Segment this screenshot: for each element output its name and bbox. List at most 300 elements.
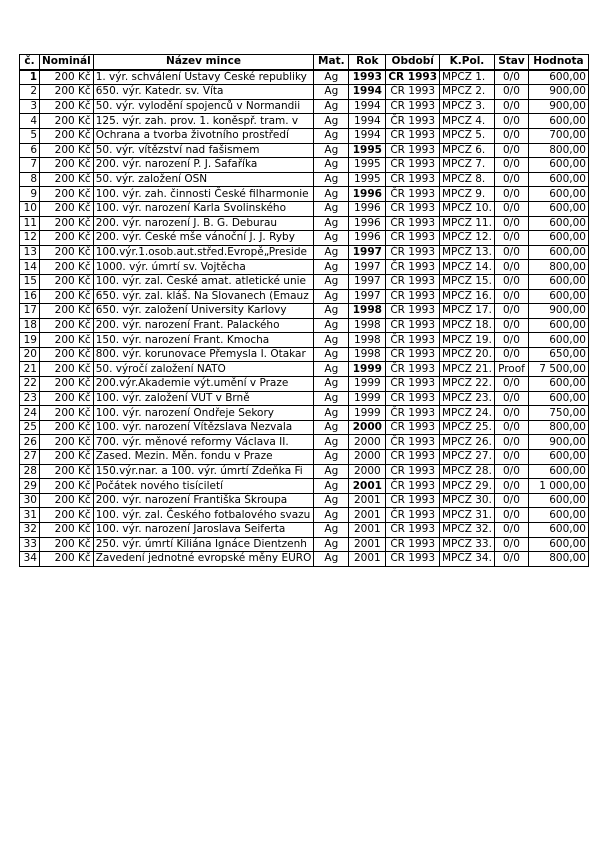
cell-value: 900,00 (528, 435, 588, 450)
cell-period: ČR 1993 (386, 318, 440, 333)
cell-coin-name: 100. výr. založení VUT v Brně (93, 391, 314, 406)
cell-nominal: 200 Kč (40, 347, 94, 362)
cell-value: 600,00 (528, 114, 588, 129)
cell-catalog-number: MPCZ 19. (440, 333, 495, 348)
cell-year: 2001 (349, 493, 386, 508)
cell-nominal: 200 Kč (40, 201, 94, 216)
cell-condition: 0/0 (494, 99, 528, 114)
cell-row-number: 22 (20, 377, 40, 392)
cell-row-number: 33 (20, 537, 40, 552)
cell-coin-name: 100. výr. narození Karla Svolinského (93, 201, 314, 216)
col-header-period: Období (386, 55, 440, 70)
cell-catalog-number: MPCZ 20. (440, 347, 495, 362)
cell-condition: 0/0 (494, 274, 528, 289)
table-row (20, 347, 589, 362)
cell-period: ČR 1993 (386, 450, 440, 465)
cell-row-number: 31 (20, 508, 40, 523)
cell-material: Ag (314, 99, 349, 114)
cell-value: 600,00 (528, 464, 588, 479)
cell-nominal: 200 Kč (40, 523, 94, 538)
cell-year: 1997 (349, 245, 386, 260)
cell-material: Ag (314, 187, 349, 202)
cell-value: 600,00 (528, 537, 588, 552)
table-row (20, 158, 589, 173)
cell-row-number: 8 (20, 172, 40, 187)
cell-nominal: 200 Kč (40, 318, 94, 333)
cell-period: ČR 1993 (386, 274, 440, 289)
cell-coin-name: Počátek nového tisíciletí (93, 479, 314, 494)
cell-condition: 0/0 (494, 289, 528, 304)
cell-condition: 0/0 (494, 406, 528, 421)
cell-row-number: 34 (20, 552, 40, 567)
cell-material: Ag (314, 201, 349, 216)
cell-year: 2001 (349, 537, 386, 552)
cell-material: Ag (314, 479, 349, 494)
cell-condition: 0/0 (494, 187, 528, 202)
cell-year: 2001 (349, 479, 386, 494)
cell-year: 1994 (349, 128, 386, 143)
cell-value: 750,00 (528, 406, 588, 421)
table-row (20, 464, 589, 479)
cell-period: ČR 1993 (386, 523, 440, 538)
cell-value: 600,00 (528, 493, 588, 508)
cell-nominal: 200 Kč (40, 552, 94, 567)
cell-row-number: 5 (20, 128, 40, 143)
table-row (20, 377, 589, 392)
cell-nominal: 200 Kč (40, 114, 94, 129)
cell-nominal: 200 Kč (40, 391, 94, 406)
cell-row-number: 13 (20, 245, 40, 260)
coin-table (19, 54, 589, 567)
cell-nominal: 200 Kč (40, 406, 94, 421)
cell-catalog-number: MPCZ 26. (440, 435, 495, 450)
cell-row-number: 16 (20, 289, 40, 304)
cell-material: Ag (314, 464, 349, 479)
cell-value: 650,00 (528, 347, 588, 362)
cell-nominal: 200 Kč (40, 537, 94, 552)
col-header-number: č. (20, 55, 40, 70)
cell-coin-name: 200.výr.Akademie výt.umění v Praze (93, 377, 314, 392)
cell-value: 600,00 (528, 172, 588, 187)
cell-condition: 0/0 (494, 70, 528, 85)
cell-catalog-number: MPCZ 4. (440, 114, 495, 129)
cell-nominal: 200 Kč (40, 435, 94, 450)
cell-catalog-number: MPCZ 28. (440, 464, 495, 479)
cell-year: 2001 (349, 523, 386, 538)
table-row (20, 289, 589, 304)
cell-condition: 0/0 (494, 523, 528, 538)
cell-value: 900,00 (528, 99, 588, 114)
cell-row-number: 6 (20, 143, 40, 158)
cell-nominal: 200 Kč (40, 245, 94, 260)
cell-row-number: 2 (20, 85, 40, 100)
table-row (20, 508, 589, 523)
cell-coin-name: 650. výr. zal. kláš. Na Slovanech (Emauz (93, 289, 314, 304)
cell-nominal: 200 Kč (40, 493, 94, 508)
cell-catalog-number: MPCZ 3. (440, 99, 495, 114)
cell-nominal: 200 Kč (40, 158, 94, 173)
cell-nominal: 200 Kč (40, 508, 94, 523)
col-header-coin-name: Název mince (93, 55, 314, 70)
table-row (20, 406, 589, 421)
cell-material: Ag (314, 537, 349, 552)
cell-row-number: 29 (20, 479, 40, 494)
cell-catalog-number: MPCZ 5. (440, 128, 495, 143)
cell-material: Ag (314, 523, 349, 538)
cell-year: 2001 (349, 552, 386, 567)
cell-value: 900,00 (528, 304, 588, 319)
cell-value: 800,00 (528, 420, 588, 435)
cell-material: Ag (314, 493, 349, 508)
cell-coin-name: 50. výročí založení NATO (93, 362, 314, 377)
cell-row-number: 10 (20, 201, 40, 216)
cell-period: ČR 1993 (386, 493, 440, 508)
table-row (20, 128, 589, 143)
cell-condition: 0/0 (494, 552, 528, 567)
cell-material: Ag (314, 347, 349, 362)
cell-nominal: 200 Kč (40, 231, 94, 246)
cell-period: ČR 1993 (386, 552, 440, 567)
cell-nominal: 200 Kč (40, 85, 94, 100)
cell-material: Ag (314, 70, 349, 85)
cell-material: Ag (314, 289, 349, 304)
table-row (20, 493, 589, 508)
cell-catalog-number: MPCZ 30. (440, 493, 495, 508)
cell-value: 800,00 (528, 552, 588, 567)
cell-year: 1998 (349, 347, 386, 362)
cell-condition: 0/0 (494, 508, 528, 523)
cell-nominal: 200 Kč (40, 143, 94, 158)
cell-year: 1994 (349, 85, 386, 100)
cell-condition: 0/0 (494, 158, 528, 173)
cell-coin-name: 50. výr. založení OSN (93, 172, 314, 187)
table-row (20, 70, 589, 85)
cell-row-number: 1 (20, 70, 40, 85)
cell-period: ČR 1993 (386, 347, 440, 362)
cell-year: 2001 (349, 508, 386, 523)
table-row (20, 333, 589, 348)
cell-material: Ag (314, 245, 349, 260)
cell-nominal: 200 Kč (40, 128, 94, 143)
cell-material: Ag (314, 377, 349, 392)
cell-catalog-number: MPCZ 27. (440, 450, 495, 465)
cell-condition: 0/0 (494, 216, 528, 231)
cell-nominal: 200 Kč (40, 333, 94, 348)
cell-coin-name: 50. výr. vítězství nad fašismem (93, 143, 314, 158)
cell-coin-name: 1000. výr. úmrtí sv. Vojtěcha (93, 260, 314, 275)
cell-row-number: 18 (20, 318, 40, 333)
cell-coin-name: 125. výr. zah. prov. 1. koněspř. tram. v (93, 114, 314, 129)
col-header-condition: Stav (494, 55, 528, 70)
table-row (20, 479, 589, 494)
cell-material: Ag (314, 391, 349, 406)
cell-nominal: 200 Kč (40, 289, 94, 304)
cell-row-number: 28 (20, 464, 40, 479)
cell-value: 600,00 (528, 391, 588, 406)
cell-period: ČR 1993 (386, 187, 440, 202)
cell-period: ČR 1993 (386, 231, 440, 246)
cell-catalog-number: MPCZ 32. (440, 523, 495, 538)
cell-condition: 0/0 (494, 231, 528, 246)
cell-material: Ag (314, 420, 349, 435)
cell-period: ČR 1993 (386, 128, 440, 143)
cell-coin-name: Zased. Mezin. Měn. fondu v Praze (93, 450, 314, 465)
cell-catalog-number: MPCZ 11. (440, 216, 495, 231)
cell-material: Ag (314, 508, 349, 523)
cell-material: Ag (314, 231, 349, 246)
cell-nominal: 200 Kč (40, 479, 94, 494)
cell-coin-name: 650. výr. založení University Karlovy (93, 304, 314, 319)
cell-catalog-number: MPCZ 7. (440, 158, 495, 173)
cell-catalog-number: MPCZ 13. (440, 245, 495, 260)
cell-material: Ag (314, 158, 349, 173)
cell-material: Ag (314, 216, 349, 231)
cell-period: ČR 1993 (386, 201, 440, 216)
cell-row-number: 27 (20, 450, 40, 465)
cell-coin-name: 200. výr. narození Františka Škroupa (93, 493, 314, 508)
cell-period: ČR 1993 (386, 216, 440, 231)
cell-condition: 0/0 (494, 304, 528, 319)
cell-period: ČR 1993 (386, 362, 440, 377)
cell-year: 1996 (349, 187, 386, 202)
table-row (20, 85, 589, 100)
header-row (20, 55, 589, 70)
table-row (20, 318, 589, 333)
cell-nominal: 200 Kč (40, 420, 94, 435)
cell-value: 600,00 (528, 523, 588, 538)
cell-coin-name: 100. výr. zah. činnosti České filharmonie (93, 187, 314, 202)
cell-year: 1998 (349, 333, 386, 348)
cell-period: ČR 1993 (386, 377, 440, 392)
cell-condition: 0/0 (494, 143, 528, 158)
cell-period: ČR 1993 (386, 391, 440, 406)
cell-row-number: 9 (20, 187, 40, 202)
cell-value: 800,00 (528, 143, 588, 158)
cell-year: 1997 (349, 274, 386, 289)
cell-value: 800,00 (528, 260, 588, 275)
cell-value: 600,00 (528, 201, 588, 216)
cell-value: 600,00 (528, 158, 588, 173)
cell-coin-name: 100. výr. narození Jaroslava Seiferta (93, 523, 314, 538)
cell-material: Ag (314, 143, 349, 158)
table-row (20, 143, 589, 158)
col-header-nominal: Nominál (40, 55, 94, 70)
cell-coin-name: 50. výr. vylodění spojenců v Normandii (93, 99, 314, 114)
cell-coin-name: Zavedení jednotné evropské měny EURO (93, 552, 314, 567)
cell-nominal: 200 Kč (40, 362, 94, 377)
cell-value: 600,00 (528, 245, 588, 260)
cell-material: Ag (314, 318, 349, 333)
cell-catalog-number: MPCZ 18. (440, 318, 495, 333)
cell-condition: 0/0 (494, 333, 528, 348)
cell-condition: 0/0 (494, 347, 528, 362)
cell-value: 600,00 (528, 216, 588, 231)
cell-period: ČR 1993 (386, 479, 440, 494)
cell-catalog-number: MPCZ 1. (440, 70, 495, 85)
cell-row-number: 26 (20, 435, 40, 450)
cell-year: 1994 (349, 99, 386, 114)
cell-year: 1993 (349, 70, 386, 85)
cell-coin-name: 250. výr. úmrtí Kiliána Ignáce Dientzenh (93, 537, 314, 552)
cell-value: 600,00 (528, 333, 588, 348)
cell-period: ČR 1993 (386, 85, 440, 100)
cell-catalog-number: MPCZ 16. (440, 289, 495, 304)
cell-row-number: 11 (20, 216, 40, 231)
cell-period: ČR 1993 (386, 114, 440, 129)
cell-condition: 0/0 (494, 450, 528, 465)
cell-catalog-number: MPCZ 6. (440, 143, 495, 158)
cell-nominal: 200 Kč (40, 70, 94, 85)
cell-condition: 0/0 (494, 201, 528, 216)
cell-coin-name: 800. výr. korunovace Přemysla I. Otakar (93, 347, 314, 362)
cell-coin-name: 200. výr. České mše vánoční J. J. Ryby (93, 231, 314, 246)
cell-catalog-number: MPCZ 24. (440, 406, 495, 421)
cell-catalog-number: MPCZ 21. (440, 362, 495, 377)
cell-period: ČR 1993 (386, 99, 440, 114)
cell-period: ČR 1993 (386, 333, 440, 348)
cell-material: Ag (314, 260, 349, 275)
cell-row-number: 14 (20, 260, 40, 275)
cell-year: 1999 (349, 391, 386, 406)
table-row (20, 216, 589, 231)
table-row (20, 304, 589, 319)
cell-value: 600,00 (528, 231, 588, 246)
cell-period: ČR 1993 (386, 464, 440, 479)
cell-condition: 0/0 (494, 391, 528, 406)
cell-value: 600,00 (528, 70, 588, 85)
cell-nominal: 200 Kč (40, 187, 94, 202)
cell-material: Ag (314, 406, 349, 421)
cell-condition: 0/0 (494, 114, 528, 129)
cell-row-number: 25 (20, 420, 40, 435)
cell-coin-name: 100. výr. narození Vítězslava Nezvala (93, 420, 314, 435)
cell-coin-name: 100. výr. zal. České amat. atletické unie (93, 274, 314, 289)
table-row (20, 435, 589, 450)
cell-coin-name: 650. výr. Katedr. sv. Víta (93, 85, 314, 100)
cell-coin-name: 150. výr. narození Frant. Kmocha (93, 333, 314, 348)
cell-value: 700,00 (528, 128, 588, 143)
cell-coin-name: 200. výr. narození J. B. G. Deburau (93, 216, 314, 231)
cell-year: 2000 (349, 464, 386, 479)
cell-coin-name: 100. výr. narození Ondřeje Sekory (93, 406, 314, 421)
table-row (20, 537, 589, 552)
cell-material: Ag (314, 450, 349, 465)
cell-year: 1997 (349, 260, 386, 275)
cell-material: Ag (314, 333, 349, 348)
cell-catalog-number: MPCZ 22. (440, 377, 495, 392)
cell-catalog-number: MPCZ 8. (440, 172, 495, 187)
cell-catalog-number: MPCZ 31. (440, 508, 495, 523)
table-row (20, 231, 589, 246)
cell-year: 2000 (349, 420, 386, 435)
cell-nominal: 200 Kč (40, 377, 94, 392)
cell-condition: 0/0 (494, 260, 528, 275)
cell-period: ČR 1993 (386, 245, 440, 260)
cell-coin-name: 200. výr. narození Frant. Palackého (93, 318, 314, 333)
cell-row-number: 7 (20, 158, 40, 173)
cell-condition: 0/0 (494, 537, 528, 552)
cell-row-number: 19 (20, 333, 40, 348)
cell-value: 900,00 (528, 85, 588, 100)
table-row (20, 420, 589, 435)
cell-period: ČR 1993 (386, 435, 440, 450)
cell-row-number: 3 (20, 99, 40, 114)
cell-value: 600,00 (528, 377, 588, 392)
cell-value: 600,00 (528, 187, 588, 202)
cell-coin-name: 200. výr. narození P. J. Šafaříka (93, 158, 314, 173)
cell-row-number: 24 (20, 406, 40, 421)
cell-value: 600,00 (528, 289, 588, 304)
table-row (20, 362, 589, 377)
cell-condition: Proof (494, 362, 528, 377)
cell-value: 600,00 (528, 450, 588, 465)
cell-condition: 0/0 (494, 128, 528, 143)
table-row (20, 201, 589, 216)
table-row (20, 523, 589, 538)
cell-period: ČR 1993 (386, 537, 440, 552)
cell-catalog-number: MPCZ 29. (440, 479, 495, 494)
cell-nominal: 200 Kč (40, 99, 94, 114)
cell-year: 1999 (349, 406, 386, 421)
table-row (20, 114, 589, 129)
cell-period: ČR 1993 (386, 172, 440, 187)
cell-material: Ag (314, 172, 349, 187)
table-row (20, 187, 589, 202)
cell-row-number: 20 (20, 347, 40, 362)
cell-material: Ag (314, 304, 349, 319)
cell-catalog-number: MPCZ 14. (440, 260, 495, 275)
cell-row-number: 17 (20, 304, 40, 319)
cell-year: 1995 (349, 172, 386, 187)
cell-catalog-number: MPCZ 9. (440, 187, 495, 202)
cell-year: 1999 (349, 377, 386, 392)
cell-material: Ag (314, 435, 349, 450)
cell-year: 1996 (349, 231, 386, 246)
cell-period: ČR 1993 (386, 260, 440, 275)
cell-year: 1996 (349, 201, 386, 216)
cell-nominal: 200 Kč (40, 274, 94, 289)
cell-catalog-number: MPCZ 10. (440, 201, 495, 216)
cell-row-number: 30 (20, 493, 40, 508)
cell-row-number: 32 (20, 523, 40, 538)
cell-nominal: 200 Kč (40, 304, 94, 319)
col-header-year: Rok (349, 55, 386, 70)
cell-year: 2000 (349, 450, 386, 465)
cell-condition: 0/0 (494, 435, 528, 450)
cell-condition: 0/0 (494, 245, 528, 260)
cell-period: ČR 1993 (386, 289, 440, 304)
cell-year: 1997 (349, 289, 386, 304)
cell-year: 1996 (349, 216, 386, 231)
cell-row-number: 23 (20, 391, 40, 406)
table-row (20, 245, 589, 260)
cell-material: Ag (314, 552, 349, 567)
cell-row-number: 15 (20, 274, 40, 289)
cell-coin-name: 700. výr. měnové reformy Václava II. (93, 435, 314, 450)
cell-material: Ag (314, 362, 349, 377)
cell-year: 1994 (349, 114, 386, 129)
cell-condition: 0/0 (494, 318, 528, 333)
cell-coin-name: 100.výr.1.osob.aut.střed.Evropě„Preside (93, 245, 314, 260)
cell-nominal: 200 Kč (40, 464, 94, 479)
cell-value: 600,00 (528, 508, 588, 523)
cell-period: ČR 1993 (386, 158, 440, 173)
cell-nominal: 200 Kč (40, 450, 94, 465)
cell-period: ČR 1993 (386, 406, 440, 421)
cell-period: ČR 1993 (386, 508, 440, 523)
cell-material: Ag (314, 114, 349, 129)
cell-condition: 0/0 (494, 377, 528, 392)
